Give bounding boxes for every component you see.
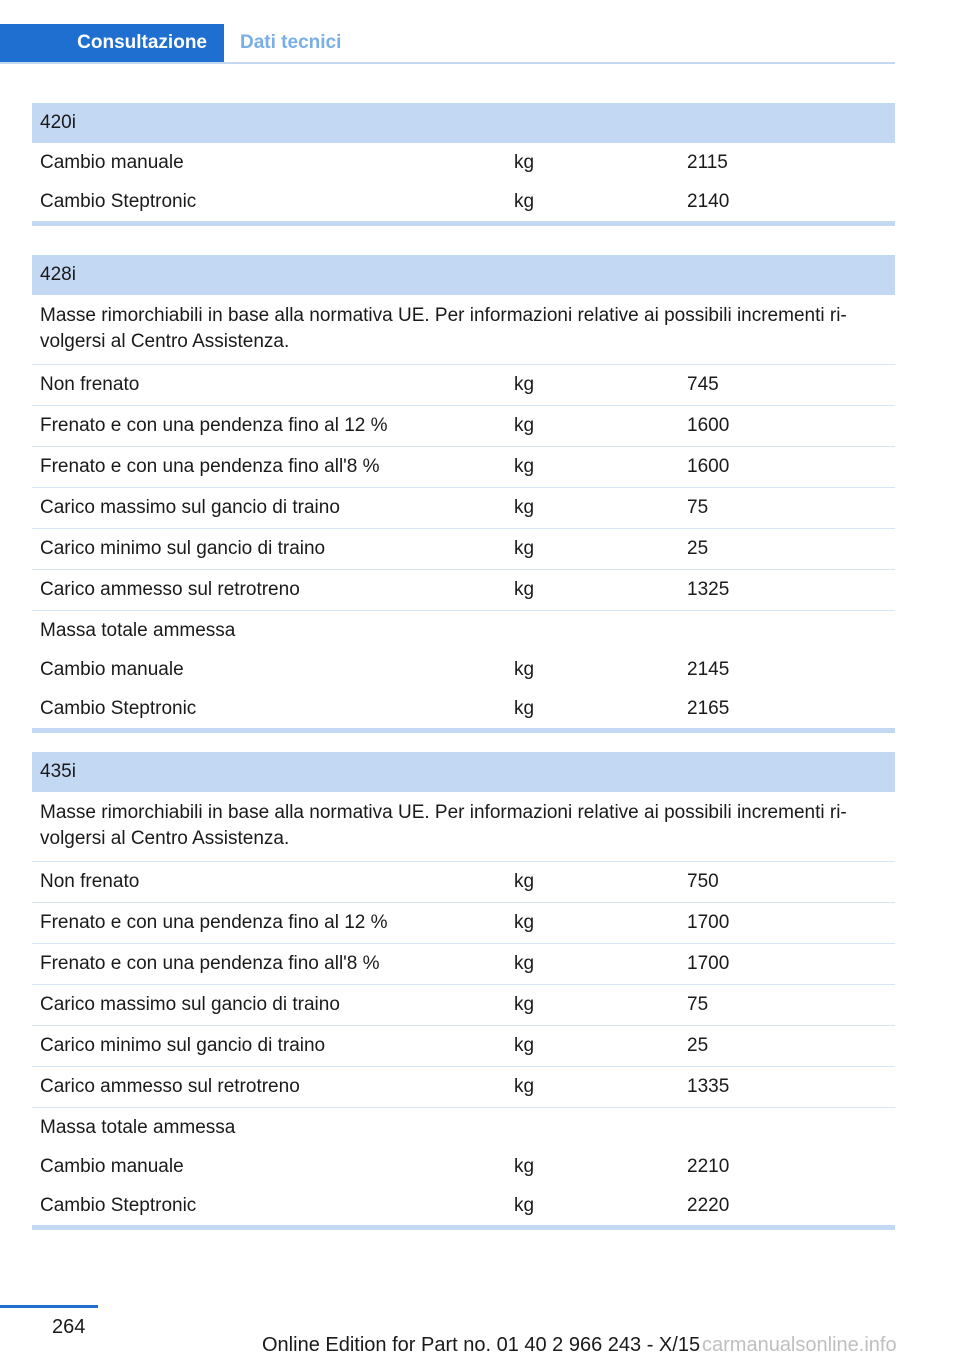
row-label: Non frenato <box>40 374 140 395</box>
table-row <box>32 182 895 221</box>
row-value: 2220 <box>687 1195 730 1216</box>
section-title: 428i <box>32 255 895 295</box>
row-unit: kg <box>514 152 535 173</box>
header-bar <box>0 24 895 64</box>
table-row <box>32 1067 895 1108</box>
row-value: 745 <box>687 374 719 395</box>
row-label: Carico minimo sul gancio di traino <box>40 1035 326 1056</box>
row-unit: kg <box>514 1076 535 1097</box>
table-420i <box>32 103 895 226</box>
row-label: Carico ammesso sul retrotreno <box>40 1076 300 1097</box>
section-note: Masse rimorchiabili in base alla normativa UE. Per informazioni relative ai possibili incrementi ri-volgersi al Centro Assistenza. <box>32 792 895 862</box>
row-value: 2145 <box>687 659 730 680</box>
row-value: 1600 <box>687 456 730 477</box>
row-label: Cambio manuale <box>40 152 184 173</box>
row-unit: kg <box>514 1195 535 1216</box>
section-note: Masse rimorchiabili in base alla normativa UE. Per informazioni relative ai possibili incrementi ri-volgersi al Centro Assistenza. <box>32 295 895 365</box>
row-label: Carico ammesso sul retrotreno <box>40 579 300 600</box>
table-435i <box>32 752 895 1230</box>
row-value: 2210 <box>687 1156 730 1177</box>
table-row <box>32 143 895 182</box>
table-row <box>32 529 895 570</box>
edition-text: Online Edition for Part no. 01 40 2 966 243 - X/15 <box>262 1334 701 1356</box>
page-number: 264 <box>52 1316 86 1338</box>
row-unit: kg <box>514 497 535 518</box>
row-value: 25 <box>687 1035 709 1056</box>
row-value: 75 <box>687 994 709 1015</box>
row-unit: kg <box>514 871 535 892</box>
row-unit: kg <box>514 191 535 212</box>
row-label: Cambio manuale <box>40 659 184 680</box>
row-unit: kg <box>514 415 535 436</box>
row-label: Frenato e con una pendenza fino all'8 % <box>40 456 380 477</box>
row-label: Frenato e con una pendenza fino all'8 % <box>40 953 380 974</box>
row-unit: kg <box>514 1156 535 1177</box>
row-value: 25 <box>687 538 709 559</box>
row-label: Cambio Steptronic <box>40 191 197 212</box>
row-unit: kg <box>514 579 535 600</box>
row-label: Cambio Steptronic <box>40 1195 197 1216</box>
row-value: 1700 <box>687 953 730 974</box>
row-unit: kg <box>514 912 535 933</box>
section-title: 435i <box>32 752 895 792</box>
row-unit: kg <box>514 994 535 1015</box>
table-row <box>32 1186 895 1225</box>
row-unit: kg <box>514 456 535 477</box>
row-value: 1700 <box>687 912 730 933</box>
row-label: Carico minimo sul gancio di traino <box>40 538 326 559</box>
row-label: Frenato e con una pendenza fino al 12 % <box>40 415 388 436</box>
row-value: 2165 <box>687 698 730 719</box>
row-label: Frenato e con una pendenza fino al 12 % <box>40 912 388 933</box>
table-row <box>32 447 895 488</box>
table-end-rule <box>32 1225 895 1230</box>
table-row <box>32 1108 895 1147</box>
row-unit: kg <box>514 538 535 559</box>
row-value: 75 <box>687 497 709 518</box>
row-label: Cambio Steptronic <box>40 698 197 719</box>
tab-dati-tecnici[interactable]: Dati tecnici <box>240 32 342 53</box>
watermark: carmanualsonline.info <box>702 1334 897 1356</box>
table-row <box>32 985 895 1026</box>
row-label: Non frenato <box>40 871 140 892</box>
row-label: Massa totale ammessa <box>40 1117 236 1138</box>
table-428i <box>32 255 895 733</box>
table-row <box>32 944 895 985</box>
row-label: Cambio manuale <box>40 1156 184 1177</box>
row-unit: kg <box>514 659 535 680</box>
table-row <box>32 1147 895 1186</box>
table-row <box>32 611 895 650</box>
table-row <box>32 862 895 903</box>
row-label: Carico massimo sul gancio di traino <box>40 994 340 1015</box>
tab-consultazione[interactable]: Consultazione <box>0 24 224 62</box>
table-row <box>32 365 895 406</box>
row-value: 750 <box>687 871 719 892</box>
row-value: 1600 <box>687 415 730 436</box>
table-row <box>32 406 895 447</box>
table-row <box>32 570 895 611</box>
table-end-rule <box>32 221 895 226</box>
row-label: Massa totale ammessa <box>40 620 236 641</box>
row-value: 1335 <box>687 1076 730 1097</box>
row-unit: kg <box>514 698 535 719</box>
section-title: 420i <box>32 103 895 143</box>
row-unit: kg <box>514 374 535 395</box>
row-value: 2140 <box>687 191 730 212</box>
page-number-rule <box>0 1305 98 1308</box>
row-unit: kg <box>514 1035 535 1056</box>
row-value: 1325 <box>687 579 730 600</box>
table-row <box>32 903 895 944</box>
table-row <box>32 488 895 529</box>
table-row <box>32 1026 895 1067</box>
row-value: 2115 <box>687 152 728 173</box>
row-label: Carico massimo sul gancio di traino <box>40 497 340 518</box>
table-end-rule <box>32 728 895 733</box>
table-row <box>32 689 895 728</box>
table-row <box>32 650 895 689</box>
row-unit: kg <box>514 953 535 974</box>
